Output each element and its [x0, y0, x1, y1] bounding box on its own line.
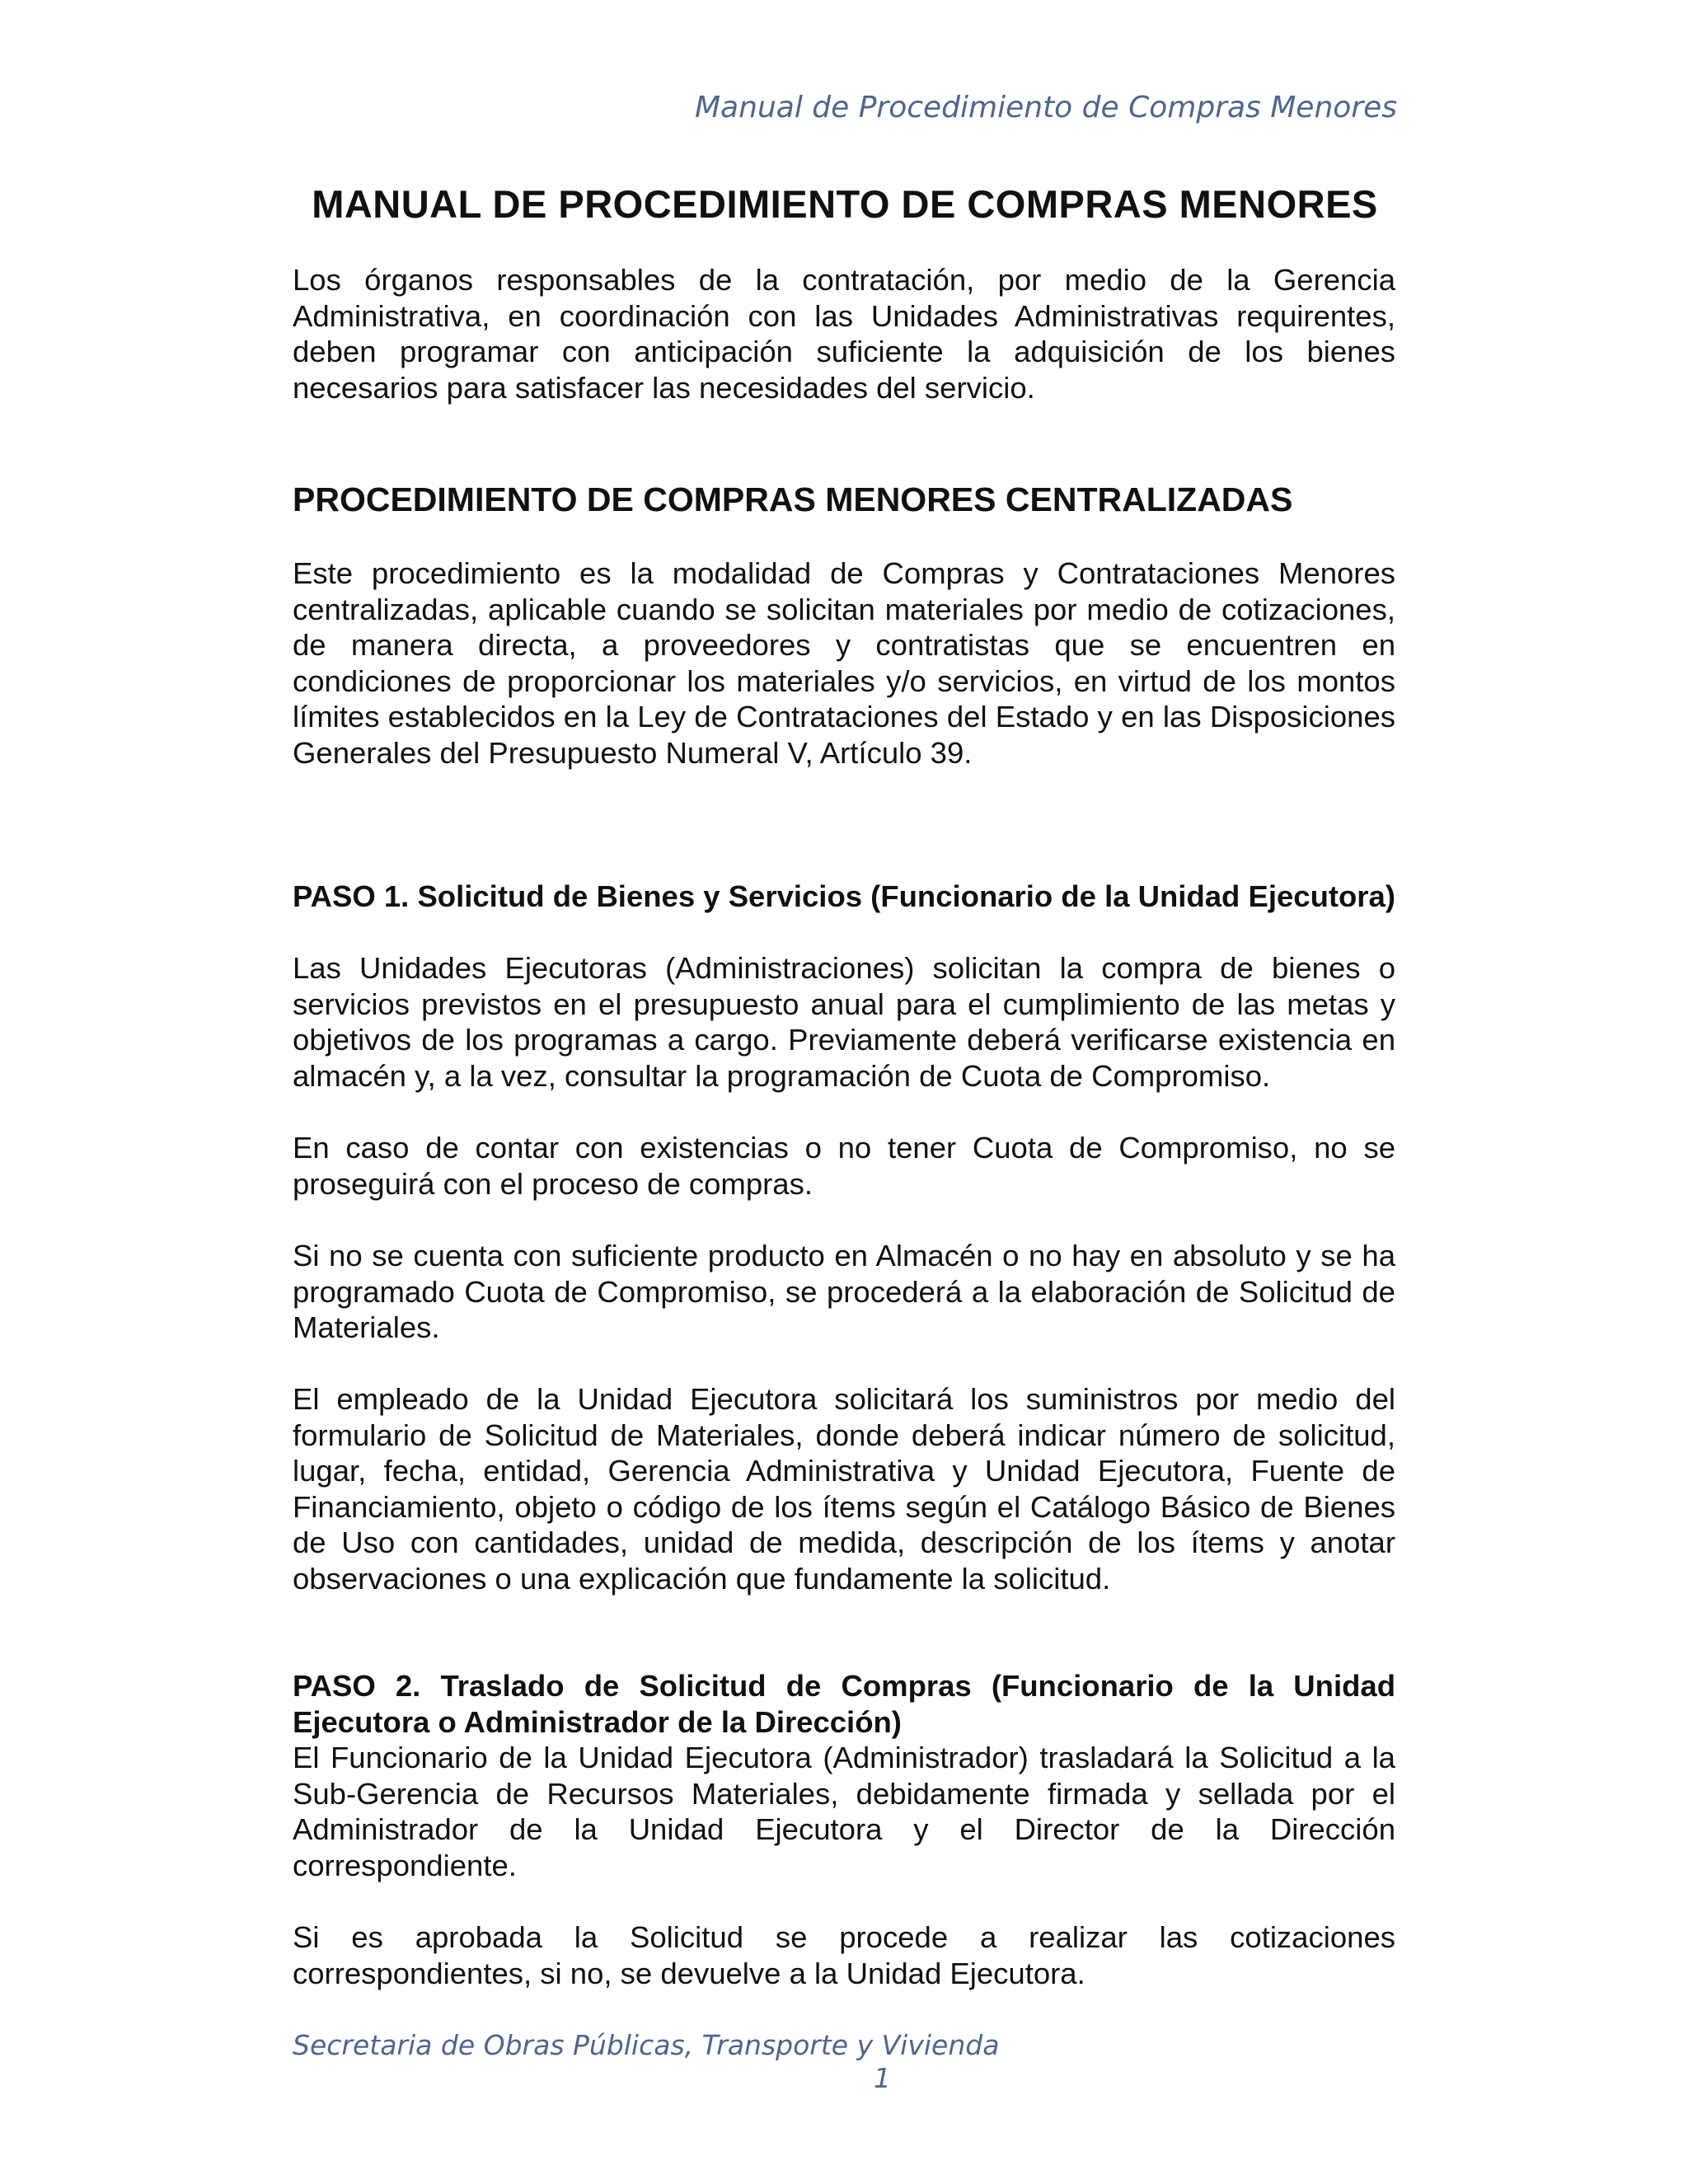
step-1-heading: PASO 1. Solicitud de Bienes y Servicios (Funcionario de la Unidad Ejecutora)	[293, 879, 1395, 913]
step-2-paragraph-2: Si es aprobada la Solicitud se procede a realizar las cotizaciones correspondientes, si no, se devuelve a la Unidad Ejecutora.	[293, 1920, 1395, 1990]
step-1-paragraph-3: Si no se cuenta con suficiente producto en Almacén o no hay en absoluto y se ha programado Cuota de Compromiso, se procederá a la elaboración de Solicitud de Materiales.	[293, 1239, 1395, 1345]
step-2-paragraph-1: El Funcionario de la Unidad Ejecutora (Administrador) trasladará la Solicitud a la Sub-Gerencia de Recursos Materiales, debidamente firmada y sellada por el Administrador de la Unidad Ejecutora y el Director de la Dirección correspondiente.	[293, 1741, 1395, 1882]
intro-paragraph: Los órganos responsables de la contratación, por medio de la Gerencia Administrativa, en coordinación con las Unidades Administrativas requirentes, deben programar con anticipación suficiente la adquisición de los bienes necesarios para satisfacer las necesidades del servicio.	[293, 263, 1395, 405]
document-title: MANUAL DE PROCEDIMIENTO DE COMPRAS MENORES	[312, 182, 1378, 226]
step-2-heading: PASO 2. Traslado de Solicitud de Compras (Funcionario de la Unidad Ejecutora o Administrador de la Dirección)	[293, 1669, 1395, 1739]
section-heading: PROCEDIMIENTO DE COMPRAS MENORES CENTRALIZADAS	[293, 480, 1293, 518]
running-header: Manual de Procedimiento de Compras Menores	[695, 91, 1397, 124]
footer-organization: Secretaria de Obras Públicas, Transporte y Vivienda	[293, 2029, 1000, 2061]
step-1-paragraph-4: El empleado de la Unidad Ejecutora solicitará los suministros por medio del formulario de Solicitud de Materiales, donde deberá indicar número de solicitud, lugar, fecha, entidad, Gerencia Administrativa y Unidad Ejecutora, Fuente de Financiamiento, objeto o código de los ítems según el Catálogo Básico de Bienes de Uso con cantidades, unidad de medida, descripción de los ítems y anotar observaciones o una explicación que fundamente la solicitud.	[293, 1382, 1395, 1596]
section-body: Este procedimiento es la modalidad de Compras y Contrataciones Menores centralizadas, aplicable cuando se solicitan materiales por medio de cotizaciones, de manera directa, a proveedores y contratistas que se encuentren en condiciones de proporcionar los materiales y/o servicios, en virtud de los montos límites establecidos en la Ley de Contrataciones del Estado y en las Disposiciones Generales del Presupuesto Numeral V, Artículo 39.	[293, 556, 1395, 770]
page-number: 1	[874, 2062, 891, 2094]
step-1-paragraph-1: Las Unidades Ejecutoras (Administraciones) solicitan la compra de bienes o servicios previstos en el presupuesto anual para el cumplimiento de las metas y objetivos de los programas a cargo. Previamente deberá verificarse existencia en almacén y, a la vez, consultar la programación de Cuota de Compromiso.	[293, 951, 1395, 1093]
step-1-paragraph-2: En caso de contar con existencias o no tener Cuota de Compromiso, no se proseguirá con el proceso de compras.	[293, 1131, 1395, 1201]
